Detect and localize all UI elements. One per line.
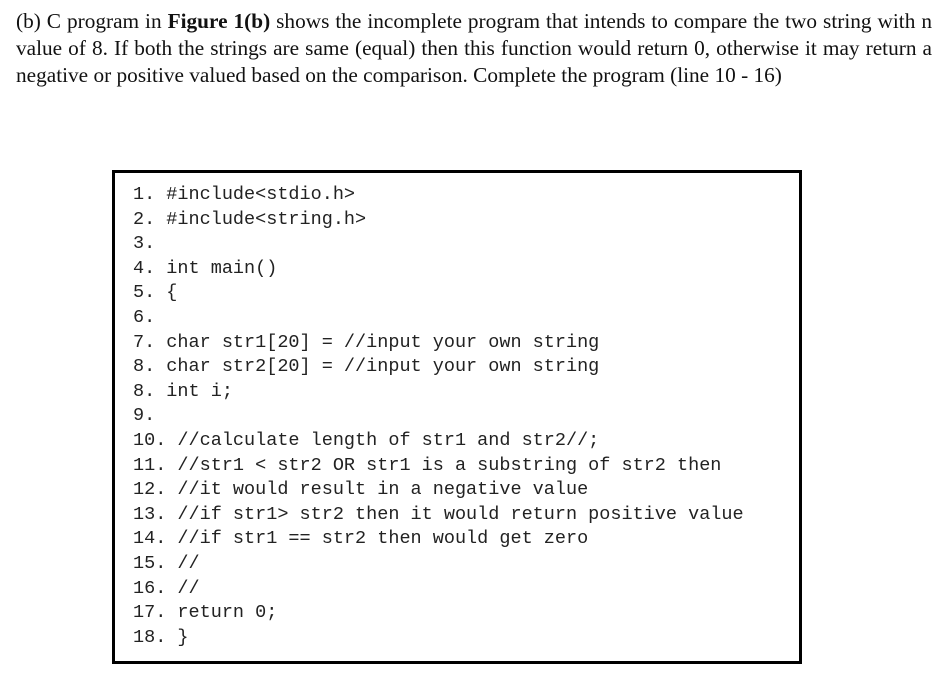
code-line: 11. //str1 < str2 OR str1 is a substring of str2 then [133, 454, 722, 476]
code-line: 10. //calculate length of str1 and str2//; [133, 429, 600, 451]
code-line: 4. int main() [133, 257, 278, 279]
code-line: 7. char str1[20] = //input your own string [133, 331, 600, 353]
code-line: 14. //if str1 == str2 then would get zero [133, 528, 589, 550]
question-text [16, 8, 932, 89]
figure-reference: Figure 1(b) [167, 9, 271, 33]
code-line: 18. } [133, 626, 189, 648]
code-line: 1. #include<stdio.h> [133, 184, 356, 205]
code-line: 6. [133, 306, 156, 328]
code-line: 9. [133, 405, 156, 427]
question-part-label: (b) C program in [16, 9, 168, 33]
code-line: 8. int i; [133, 380, 233, 402]
question-body: shows the incomplete program that intends to compare the two string with n value of 8. If both the strings are same (equal) then this function would return 0, otherwise it may return a negative or positive valued based on the comparison. Complete the program (line 10 - 16) [16, 9, 932, 87]
code-line: 15. // [133, 552, 200, 574]
code-line: 5. { [133, 282, 178, 304]
code-figure [112, 170, 802, 664]
code-line: 3. [133, 233, 156, 255]
code-line: 13. //if str1> str2 then it would return positive value [133, 503, 744, 525]
code-line: 8. char str2[20] = //input your own string [133, 356, 600, 378]
code-line: 16. // [133, 577, 200, 599]
code-listing [133, 183, 744, 650]
code-line: 12. //it would result in a negative value [133, 479, 589, 501]
code-line: 17. return 0; [133, 602, 278, 624]
code-line: 2. #include<string.h> [133, 208, 367, 230]
